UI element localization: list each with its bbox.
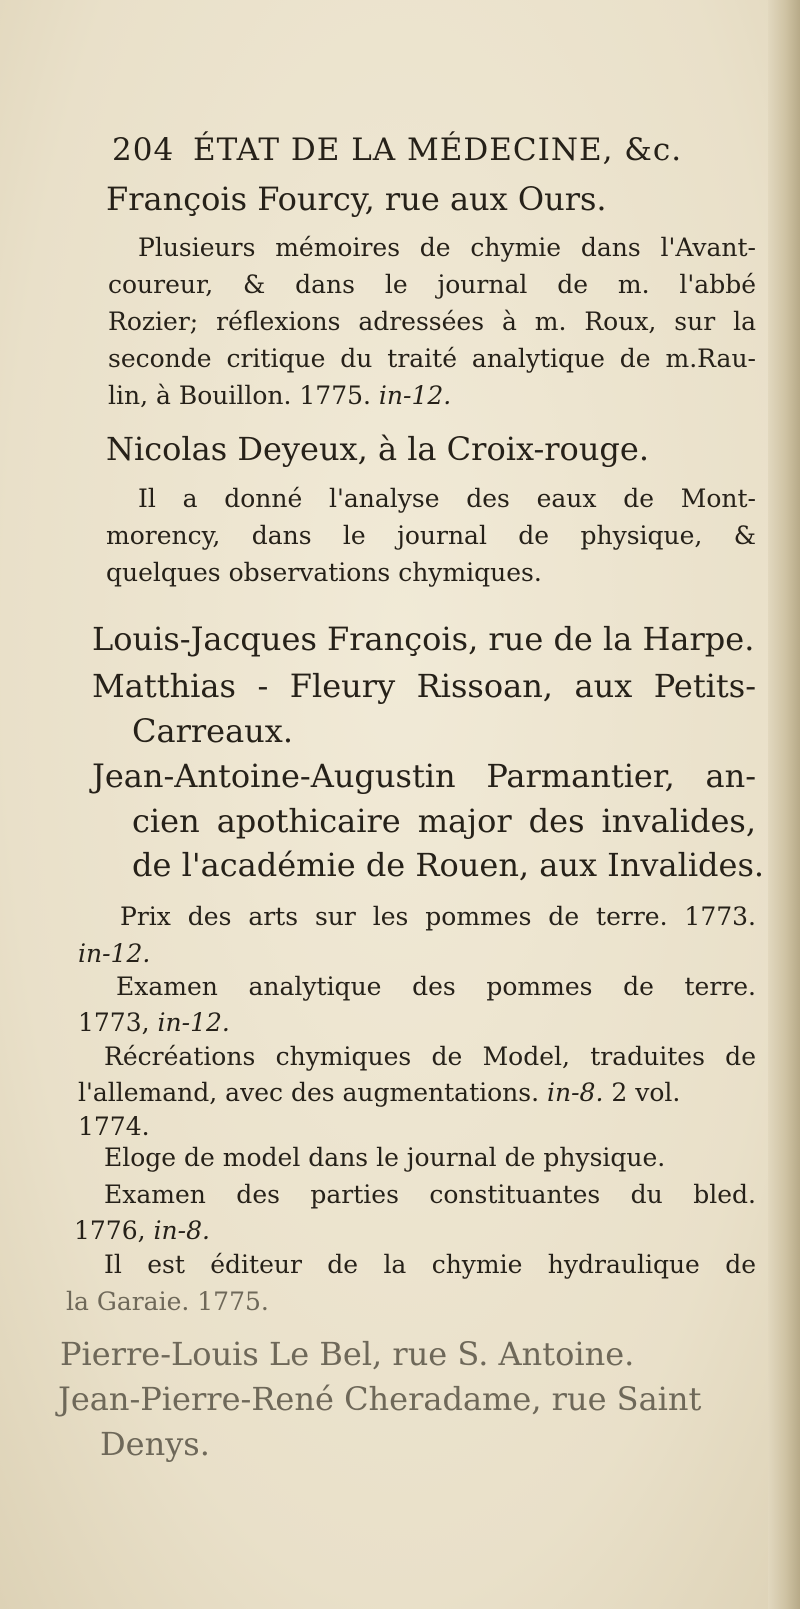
entry-line: seconde critique du traité analytique de m.Rau- — [108, 344, 756, 373]
format-label: in-12. — [157, 1008, 230, 1037]
entry-line: Plusieurs mémoires de chymie dans l'Avant- — [138, 233, 756, 262]
entry-name-cheradame: Jean-Pierre-René Cheradame, rue Saint — [58, 1380, 702, 1418]
entry-line: Rozier; réflexions adressées à m. Roux, sur la — [108, 307, 756, 336]
entry-line — [78, 1008, 230, 1037]
entry-line: quelques observations chymiques. — [106, 558, 542, 587]
entry-text: lin, à Bouillon. 1775. — [108, 381, 371, 410]
entry-line — [74, 1216, 210, 1245]
entry-name-cheradame-cont: Denys. — [100, 1425, 210, 1463]
entry-line: coureur, & dans le journal de m. l'abbé — [108, 270, 756, 299]
entry-name-rissoan-cont: Carreaux. — [132, 712, 293, 750]
format-label: in-8. — [153, 1216, 210, 1245]
entry-line: Eloge de model dans le journal de physique. — [104, 1143, 666, 1172]
entry-name-parmantier: Jean-Antoine-Augustin Parmantier, an- — [92, 757, 756, 795]
entry-line: Prix des arts sur les pommes de terre. 1773. — [120, 902, 756, 931]
running-title: ÉTAT DE LA MÉDECINE, &c. — [193, 132, 683, 168]
entry-name-rissoan: Matthias - Fleury Rissoan, aux Petits- — [92, 667, 756, 705]
page-gutter-shadow — [768, 0, 800, 1609]
entry-name-parmantier-cont: cien apothicaire major des invalides, — [132, 802, 756, 840]
format-label: in-8. — [547, 1078, 604, 1107]
entry-text: 1776, — [74, 1216, 146, 1245]
running-header — [112, 132, 682, 168]
entry-name-parmantier-cont: de l'académie de Rouen, aux Invalides. — [132, 846, 765, 884]
entry-line: Examen des parties constituantes du bled. — [104, 1180, 756, 1209]
entry-line: Récréations chymiques de Model, traduites de — [104, 1042, 756, 1071]
entry-name-deyeux: Nicolas Deyeux, à la Croix-rouge. — [106, 430, 650, 468]
entry-line: la Garaie. 1775. — [66, 1287, 269, 1316]
entry-text: 1773, — [78, 1008, 150, 1037]
entry-name-francois: Louis-Jacques François, rue de la Harpe. — [92, 620, 755, 658]
entry-line: Examen analytique des pommes de terre. — [116, 972, 756, 1001]
page-number: 204 — [112, 132, 175, 168]
entry-name-fourcy: François Fourcy, rue aux Ours. — [106, 180, 607, 218]
entry-line: Il a donné l'analyse des eaux de Mont- — [138, 484, 756, 513]
entry-line — [78, 1078, 680, 1107]
entry-name-lebel: Pierre-Louis Le Bel, rue S. Antoine. — [60, 1335, 635, 1373]
entry-line — [108, 381, 451, 410]
volume-count: 2 vol. — [611, 1078, 681, 1107]
format-label: in-12. — [78, 939, 151, 968]
entry-text: l'allemand, avec des augmentations. — [78, 1078, 540, 1107]
entry-line: morency, dans le journal de physique, & — [106, 521, 756, 550]
format-label: in-12. — [378, 381, 452, 410]
entry-line: 1774. — [78, 1112, 150, 1141]
entry-line: Il est éditeur de la chymie hydraulique de — [104, 1250, 756, 1279]
